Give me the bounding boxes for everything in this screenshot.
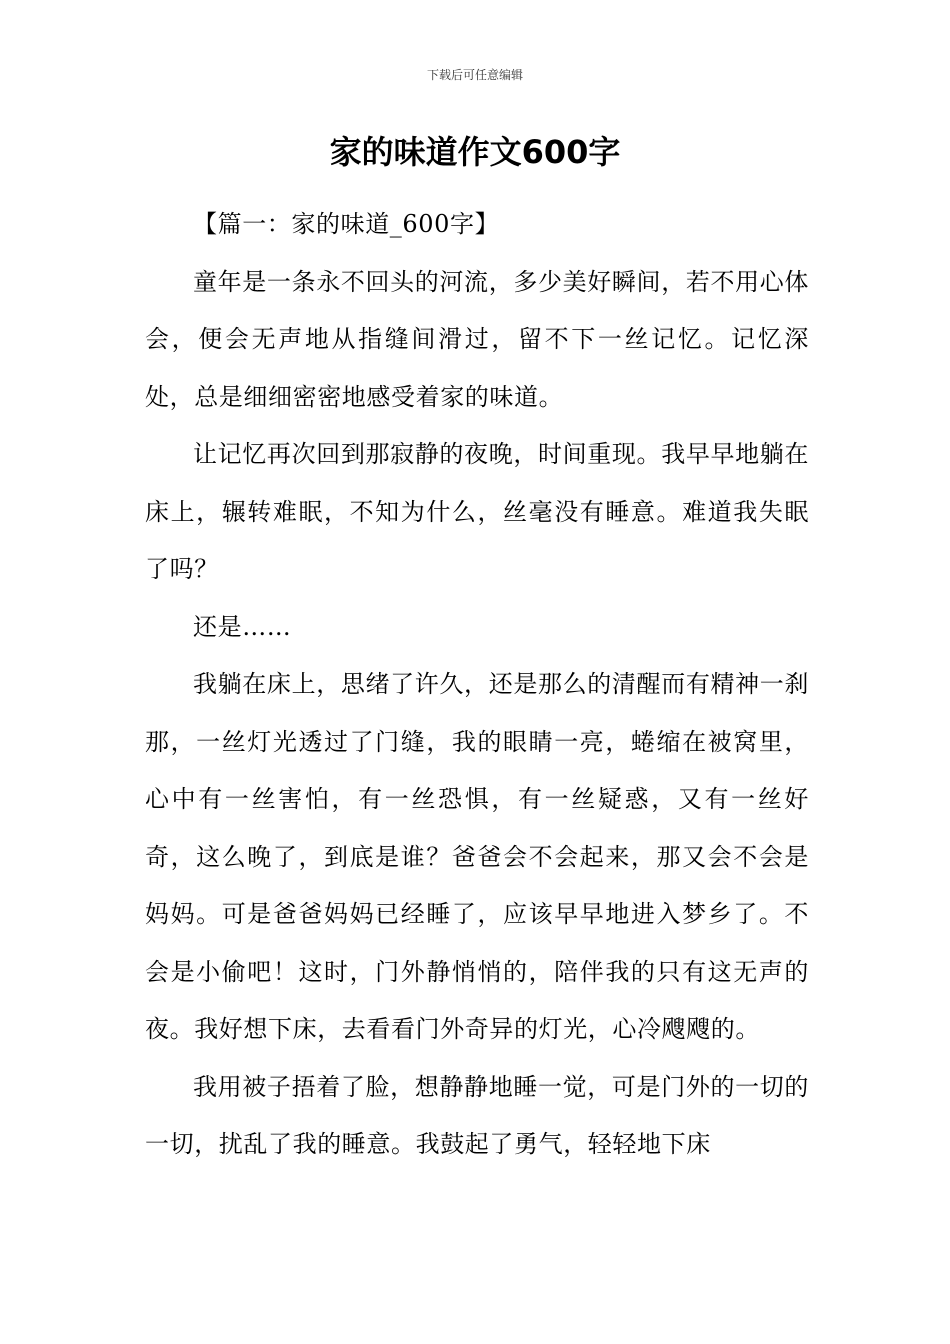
document-title: 家的味道作文600字 (329, 133, 621, 171)
paragraph: 我躺在床上，思绪了许久，还是那么的清醒而有精神一刹那，一丝灯光透过了门缝，我的眼睛一亮，蜷缩在被窝里，心中有一丝害怕，有一丝恐惧，有一丝疑惑，又有一丝好奇，这么晚了，到底是谁？爸爸会不会起来，那又会不会是妈妈。可是爸爸妈妈已经睡了，应该早早地进入梦乡了。不会是小偷吧！这时，门外静悄悄的，陪伴我的只有这无声的夜。我好想下床，去看看门外奇异的灯光，心冷飕飕的。 (145, 670, 809, 1043)
document-body (145, 196, 809, 1174)
paragraph: 童年是一条永不回头的河流，多少美好瞬间，若不用心体会，便会无声地从指缝间滑过，留不下一丝记忆。记忆深处，总是细细密密地感受着家的味道。 (145, 267, 809, 411)
paragraph: 我用被子捂着了脸，想静静地睡一觉，可是门外的一切的一切，扰乱了我的睡意。我鼓起了勇气，轻轻地下床 (145, 1072, 809, 1158)
section-heading: 【篇一：家的味道_600字】 (193, 210, 500, 238)
paragraph: 还是…… (193, 612, 292, 641)
header-note: 下载后可任意编辑 (426, 68, 523, 82)
paragraph: 让记忆再次回到那寂静的夜晚，时间重现。我早早地躺在床上，辗转难眠，不知为什么，丝毫没有睡意。难道我失眠了吗？ (145, 440, 809, 583)
